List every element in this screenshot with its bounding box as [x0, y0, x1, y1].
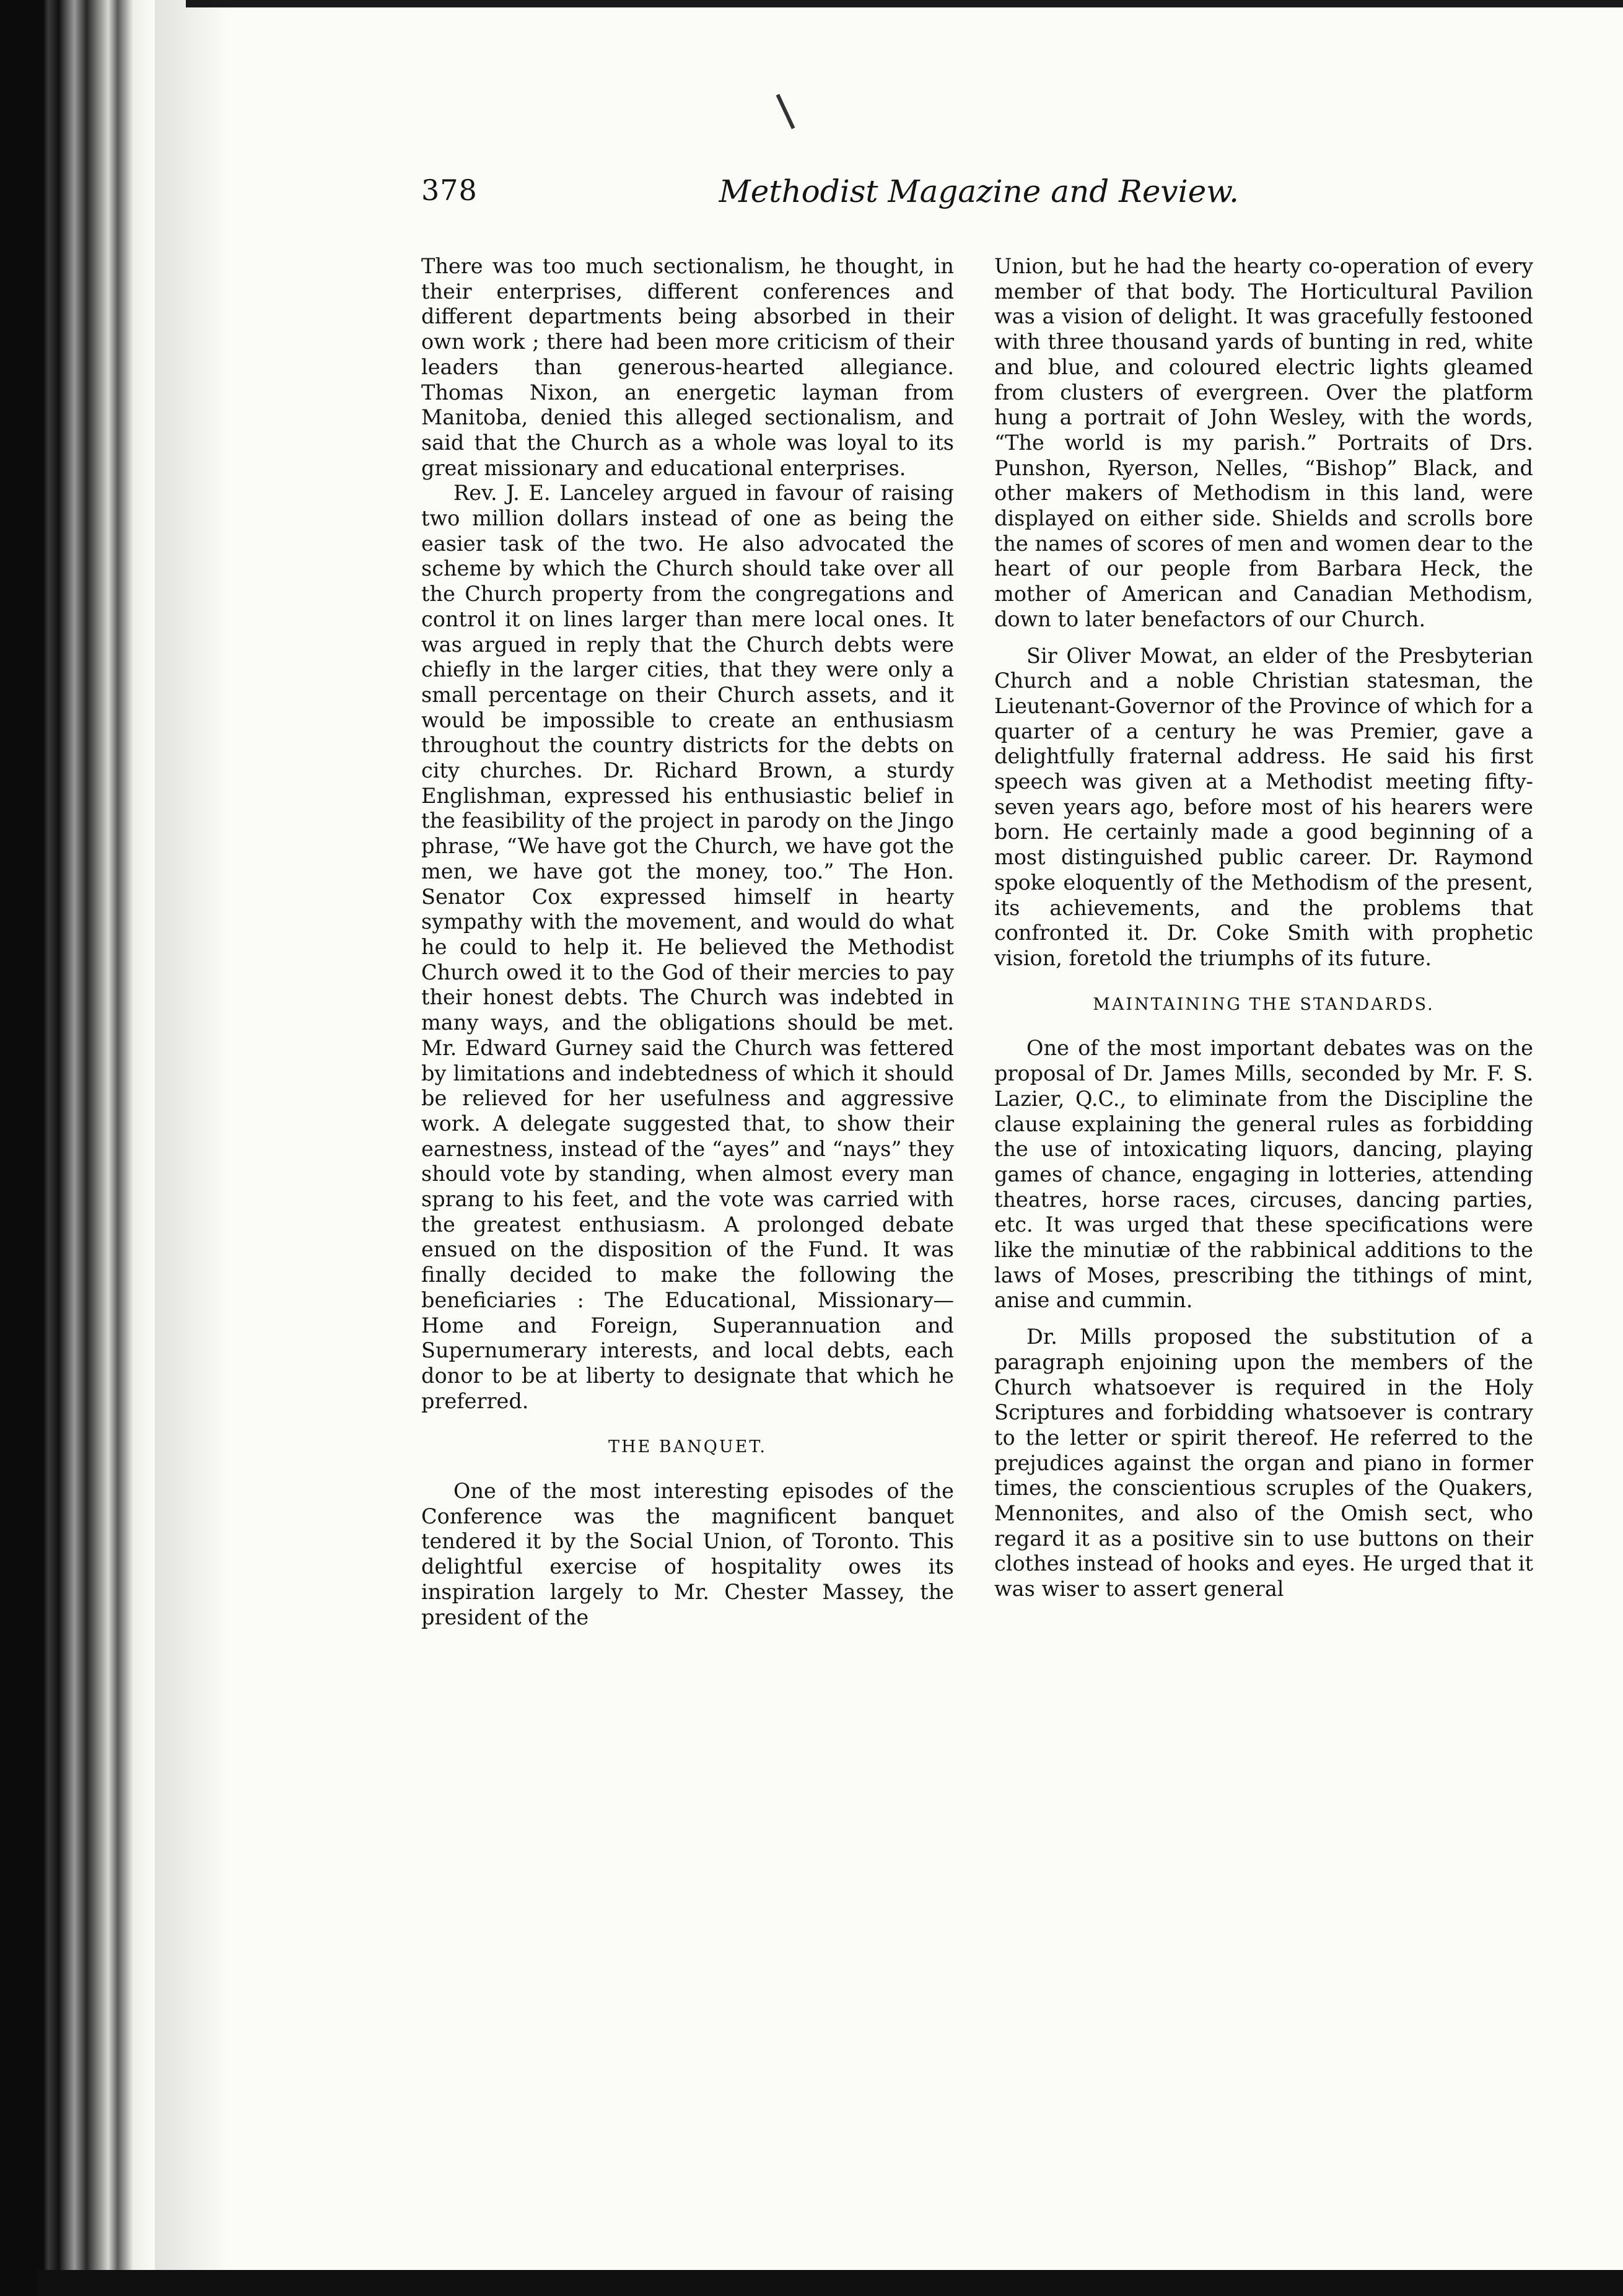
paragraph: Rev. J. E. Lanceley argued in favour of raising two million dollars instead of one as being the easier task of the two. He also advocated the scheme by which the Church should take over all the Church property from the congregations and control it on lines larger than mere local ones. It was argued in reply that the Church debts were chiefly in the larger cities, that they were only a small percentage on their Church assets, and it would be impossible to create an enthusiasm throughout the country districts for the debts on city churches. Dr. Richard Brown, a sturdy Englishman, expressed his enthusiastic belief in the feasibility of the project in parody on the Jingo phrase, “We have got the Church, we have got the men, we have got the money, too.” The Hon. Senator Cox expressed himself in hearty sympathy with the movement, and would do what he could to help it. He believed the Methodist Church owed it to the God of their mercies to pay their honest debts. The Church was indebted in many ways, and the obligations should be met. Mr. Edward Gurney said the Church was fettered by limitations and indebtedness of which it should be relieved for her usefulness and aggressive work. A delegate suggested that, to show their earnestness, instead of the “ayes” and “nays” they should vote by standing, when almost every man sprang to his feet, and the vote was carried with the greatest enthusiasm. A prolonged debate ensued on the disposition of the Fund. It was finally decided to make the following the beneficiaries : The Educational, Missionary—Home and Foreign, Superannuation and Supernumerary interests, and local debts, each donor to be at liberty to designate that which he preferred. [421, 481, 954, 1413]
paragraph: One of the most interesting episodes of the Conference was the magnificent banquet tendered it by the Social Union, of Toronto. This delightful exercise of hospitality owes its inspiration largely to Mr. Chester Massey, the president of the [421, 1479, 954, 1629]
left-column [421, 254, 954, 1630]
paragraph: There was too much sectionalism, he thought, in their enterprises, different conferences and different departments being absorbed in their own work ; there had been more criticism of their leaders than generous-hearted allegiance. Thomas Nixon, an energetic layman from Manitoba, denied this alleged sectionalism, and said that the Church as a whole was loyal to its great missionary and educational enterprises. [421, 254, 954, 480]
page-number: 378 [421, 173, 478, 207]
right-column [994, 254, 1533, 1602]
paragraph: One of the most important debates was on the proposal of Dr. James Mills, seconded by Mr. F. S. Lazier, Q.C., to eliminate from the Discipline the clause explaining the general rules as forbidding the use of intoxicating liquors, dancing, playing games of chance, engaging in lotteries, attending theatres, horse races, circuses, dancing parties, etc. It was urged that these specifications were like the minutiæ of the rabbinical additions to the laws of Moses, prescribing the tithings of mint, anise and cummin. [994, 1036, 1533, 1313]
page-header [421, 173, 1239, 223]
top-edge-rule [186, 0, 1623, 7]
paragraph: Union, but he had the hearty co-operation of every member of that body. The Horticultural Pavilion was a vision of delight. It was gracefully festooned with three thousand yards of bunting in red, white and blue, and coloured electric lights gleamed from clusters of evergreen. Over the platform hung a portrait of John Wesley, with the words, “The world is my parish.” Portraits of Drs. Punshon, Ryerson, Nelles, “Bishop” Black, and other makers of Methodism in this land, were displayed on either side. Shields and scrolls bore the names of scores of men and women dear to the heart of our people from Barbara Heck, the mother of American and Canadian Methodism, down to later benefactors of our Church. [994, 254, 1533, 631]
gutter-fade [155, 0, 229, 2296]
paragraph: Sir Oliver Mowat, an elder of the Presbyterian Church and a noble Christian statesman, the Lieutenant-Governor of the Province of which for a quarter of a century he was Premier, gave a delightfully fraternal address. He said his first speech was given at a Methodist meeting fifty-seven years ago, before most of his hearers were born. He certainly made a good beginning of a most distinguished public career. Dr. Raymond spoke eloquently of the Methodism of the present, its achievements, and the problems that confronted it. Dr. Coke Smith with prophetic vision, foretold the triumphs of its future. [994, 643, 1533, 970]
binding-gutter-shadow [0, 0, 155, 2296]
section-heading-standards: MAINTAINING THE STANDARDS. [1093, 994, 1435, 1014]
running-title: Methodist Magazine and Review. [719, 173, 1239, 209]
stray-ink-mark [776, 94, 795, 129]
bottom-edge-rule [37, 2270, 1623, 2296]
section-heading-banquet: THE BANQUET. [608, 1437, 768, 1457]
paragraph: Dr. Mills proposed the substitution of a paragraph enjoining upon the members of the Church whatsoever is required in the Holy Scriptures and forbidding whatsoever is contrary to the letter or spirit thereof. He referred to the prejudices against the organ and piano in former times, the conscientious scruples of the Quakers, Mennonites, and also of the Omish sect, who regard it as a positive sin to use buttons on their clothes instead of hooks and eyes. He urged that it was wiser to assert general [994, 1325, 1533, 1602]
